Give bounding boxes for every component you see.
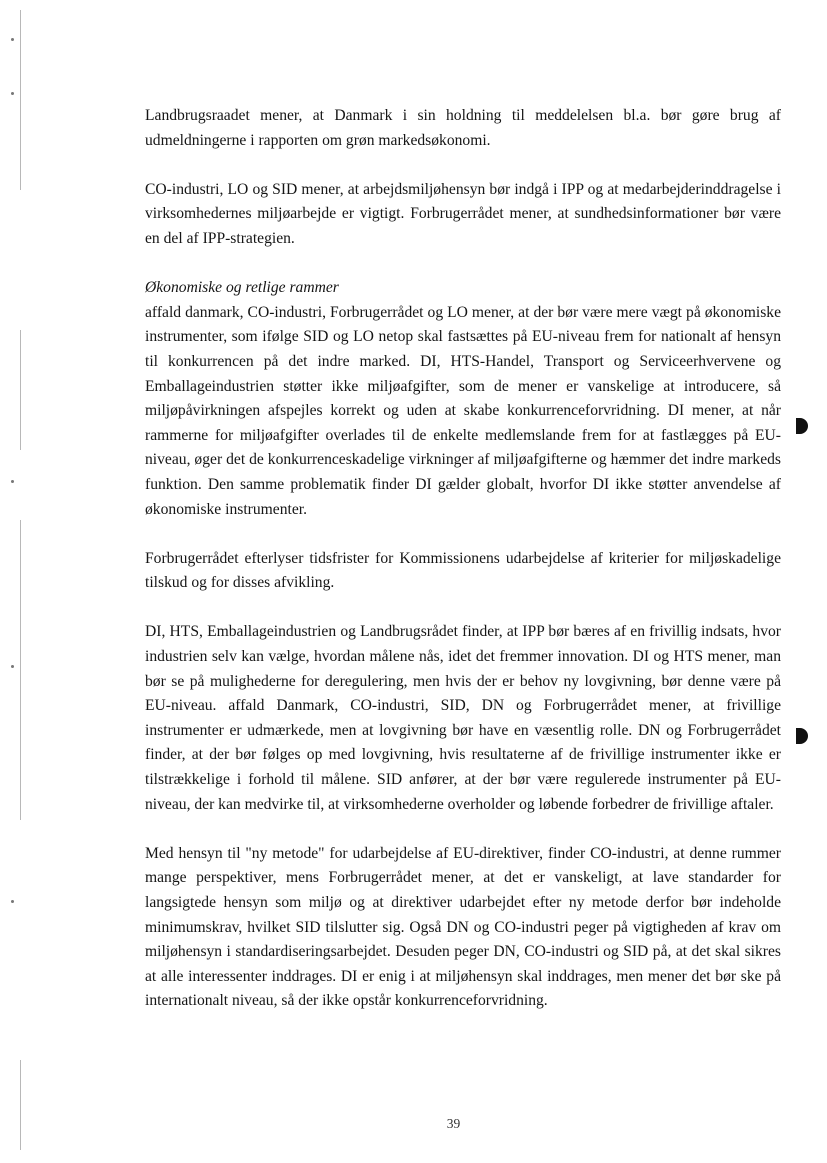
scan-margin-dot xyxy=(11,665,14,668)
paragraph-landbrugsraadet: Landbrugsraadet mener, at Danmark i sin holdning til meddelelsen bl.a. bør gøre brug af udmeldningerne i rapporten om grøn markedsøkonomi. xyxy=(145,107,781,149)
margin-marker xyxy=(796,418,808,434)
scan-margin-line xyxy=(20,330,21,450)
paragraph-frivillig-indsats: DI, HTS, Emballageindustrien og Landbrugsrådet finder, at IPP bør bæres af en frivillig indsats, hvor industrien selv kan vælge, hvordan målene nås, idet det fremmer innovation. DI og HTS mener, man bør se på mulighederne for deregulering, men hvis der er behov ny lovgivning, bør denne være på EU-niveau. affald Danmark, CO-industri, SID, DN og Forbrugerrådet mener, at frivillige instrumenter er udmærkede, men at lovgivning bør have en væsentlig rolle. DN og Forbrugerrådet finder, at der bør følges op med lovgivning, hvis resultaterne af de frivillige instrumenter ikke er tilstrækkelige i forhold til målene. SID anfører, at der bør være regulerede instrumenter på EU-niveau, der kan medvirke til, at virksomhederne overholder og løbende forbedrer de frivillige aftaler. xyxy=(145,623,781,813)
document-body xyxy=(145,104,781,1014)
scan-margin-line xyxy=(20,520,21,820)
scan-margin-dot xyxy=(11,900,14,903)
section-heading: Økonomiske og retlige rammer xyxy=(145,279,339,297)
scan-margin-dot xyxy=(11,38,14,41)
scan-margin-dot xyxy=(11,480,14,483)
paragraph-okonomiske-instrumenter: affald danmark, CO-industri, Forbrugerrådet og LO mener, at der bør være mere vægt på økonomiske instrumenter, som ifølge SID og LO netop skal fastsættes på EU-niveau frem for nationalt af hensyn til konkurrencen på det indre marked. DI, HTS-Handel, Transport og Serviceerhvervene og Emballageindustrien støtter ikke miljøafgifter, som de mener er vanskelige at introducere, så miljøpåvirkningen afspejles korrekt og uden at skabe konkurrenceforvridning. DI mener, at når rammerne for miljøafgifter overlades til de enkelte medlemslande frem for at fastlægges på EU-niveau, øger det de konkurrenceskadelige virkninger af miljøafgifterne og hæmmer det indre markeds funktion. Den samme problematik finder DI gælder globalt, hvorfor DI ikke støtter anvendelse af økonomiske instrumenter. xyxy=(145,303,781,518)
paragraph-ny-metode: Med hensyn til "ny metode" for udarbejdelse af EU-direktiver, finder CO-industri, at denne rummer mange perspektiver, mens Forbrugerrådet mener, at det er vanskeligt, at lave standarder for langsigtede hensyn som miljø og at direktiver udarbejdet efter ny metode derfor bør indeholde minimumskrav, hvilket SID tilslutter sig. Også DN og CO-industri peger på vigtigheden af krav om miljøhensyn i standardiseringsarbejdet. Desuden peger DN, CO-industri og SID på, at det skal sikres at alle interessenter inddrages. DI er enig i at miljøhensyn skal inddrages, men mener det bør ske på internationalt niveau, så der ikke opstår konkurrenceforvridning. xyxy=(145,844,781,1010)
paragraph-arbejdsmiljo: CO-industri, LO og SID mener, at arbejdsmiljøhensyn bør indgå i IPP og at medarbejderinddragelse i virksomhedernes miljøarbejde er vigtigt. Forbrugerrådet mener, at sundhedsinformationer bør være en del af IPP-strategien. xyxy=(145,180,781,247)
margin-marker xyxy=(796,728,808,744)
scan-margin-line xyxy=(20,10,21,190)
paragraph-tidsfrister: Forbrugerrådet efterlyser tidsfrister for Kommissionens udarbejdelse af kriterier for miljøskadelige tilskud og for disses afvikling. xyxy=(145,549,781,592)
page-number: 39 xyxy=(446,1116,461,1131)
scan-margin-line xyxy=(20,1060,21,1150)
scan-margin-dot xyxy=(11,92,14,95)
